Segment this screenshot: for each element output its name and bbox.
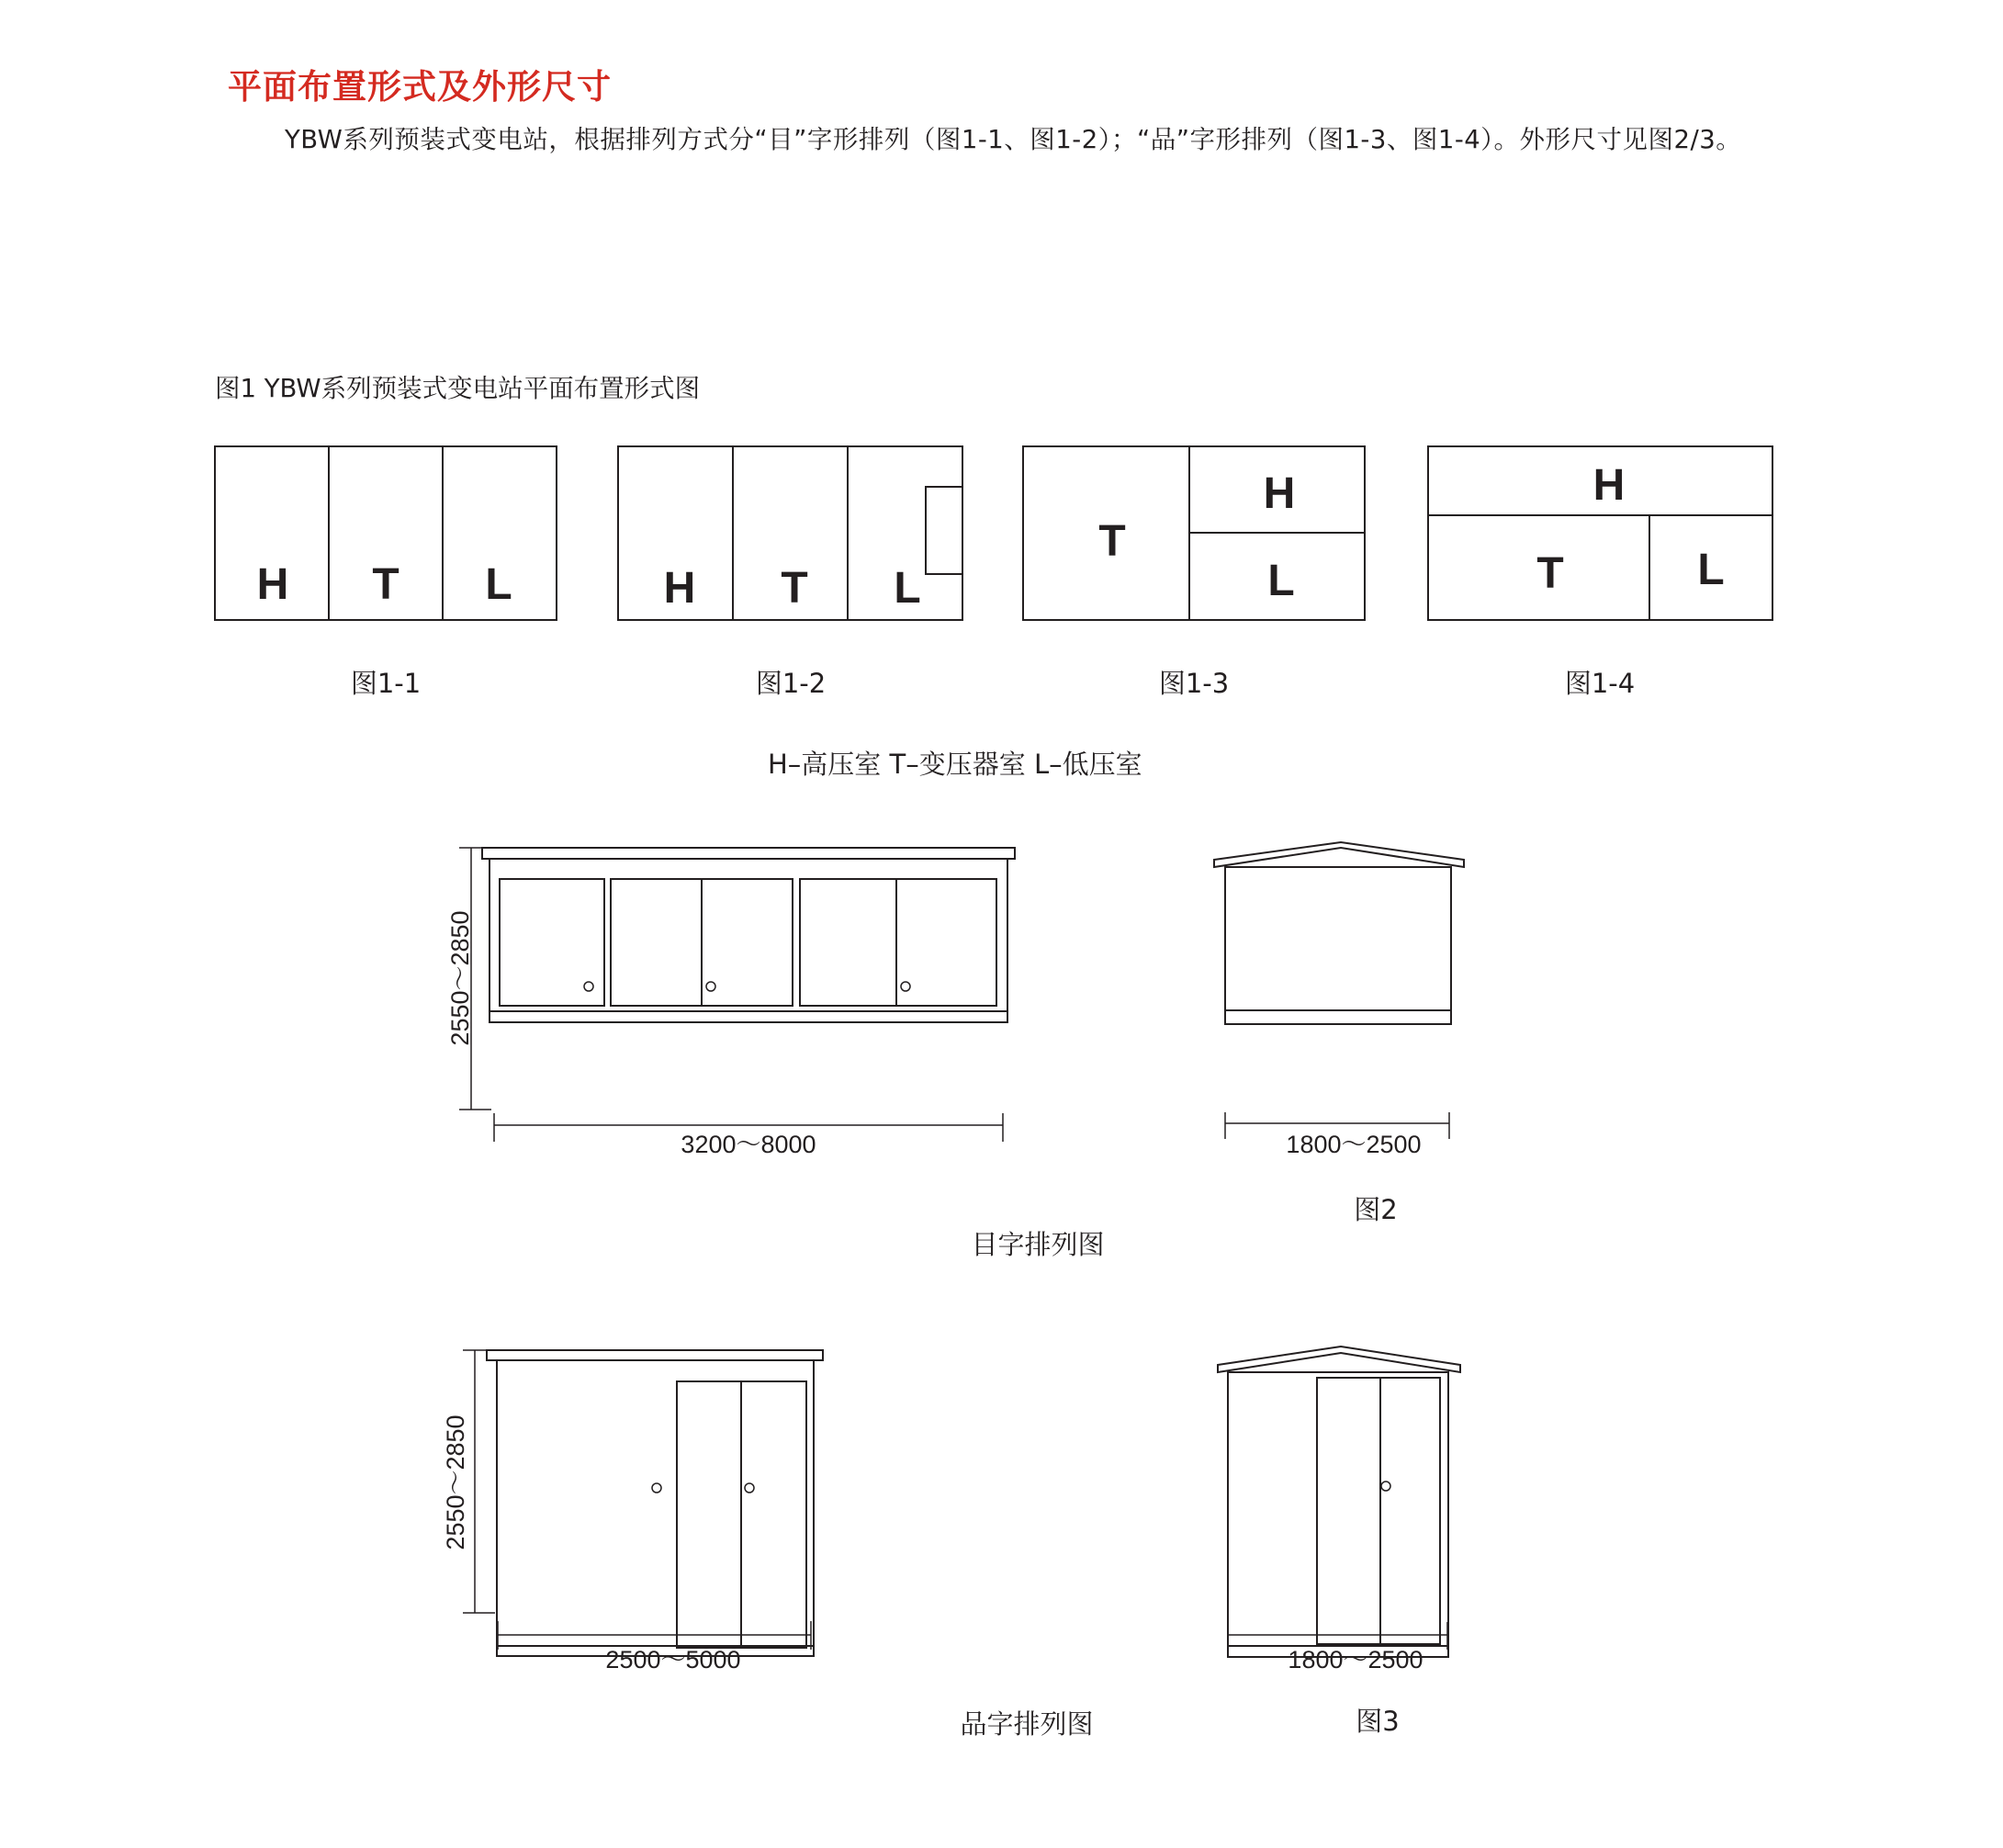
layout-1-4 bbox=[1428, 446, 1772, 620]
figure3-side-elevation bbox=[1218, 1347, 1460, 1673]
layout-1-2-letter-l: L bbox=[894, 564, 921, 613]
layout-diagrams bbox=[0, 0, 2003, 698]
layout-1-1-letter-t: T bbox=[372, 560, 399, 609]
layout-1-3-letter-t: T bbox=[1098, 517, 1126, 566]
layout-1-2-letter-h: H bbox=[663, 564, 696, 613]
figure3-label: 图3 bbox=[1356, 1706, 1400, 1737]
fig2-front-height-dim: 2550～2850 bbox=[446, 910, 474, 1046]
layout-1-1-letter-l: L bbox=[485, 560, 512, 609]
layout-1-4-letter-t: T bbox=[1536, 549, 1564, 598]
figure2-label: 图2 bbox=[1354, 1194, 1398, 1225]
figure2-front-elevation bbox=[446, 848, 1015, 1158]
layout-1-2-letter-t: T bbox=[781, 564, 808, 613]
front-door-1 bbox=[500, 879, 604, 1006]
caption-fig1-3: 图1-3 bbox=[1158, 668, 1230, 699]
figure1-title: 图1 YBW系列预装式变电站平面布置形式图 bbox=[215, 374, 701, 403]
fig3-side-width-dim: 1800～2500 bbox=[1288, 1646, 1423, 1673]
caption-fig1-4: 图1-4 bbox=[1564, 668, 1636, 699]
fig2-side-width-dim: 1800～2500 bbox=[1286, 1131, 1422, 1158]
layout-1-1-letter-h: H bbox=[256, 560, 289, 609]
layout-1-4-letter-l: L bbox=[1697, 546, 1725, 594]
figure3-caption: 品字排列图 bbox=[960, 1708, 1094, 1740]
layout-1-3-letter-h: H bbox=[1263, 469, 1296, 518]
door-handle-icon bbox=[584, 982, 593, 991]
intro-paragraph: YBW系列预装式变电站，根据排列方式分“目”字形排列（图1-1、图1-2）；“品”字形排列（图1-3、图1-4）。外形尺寸见图2/3。 bbox=[285, 125, 1742, 154]
figure3-front-elevation bbox=[442, 1350, 823, 1673]
figure2-caption: 目字排列图 bbox=[971, 1229, 1105, 1260]
fig2-front-width-dim: 3200～8000 bbox=[681, 1131, 816, 1158]
layout-1-4-letter-h: H bbox=[1592, 461, 1626, 510]
room-legend: H–高压室 T–变压器室 L–低压室 bbox=[768, 749, 1142, 780]
fig3-front-height-dim: 2550～2850 bbox=[442, 1414, 469, 1550]
figure2-elevations bbox=[0, 827, 2003, 1268]
layout-1-2 bbox=[618, 446, 962, 620]
section-heading: 平面布置形式及外形尺寸 bbox=[228, 67, 612, 107]
layout-1-3-letter-l: L bbox=[1267, 557, 1295, 605]
layout-1-1 bbox=[215, 446, 557, 620]
figure2-side-elevation bbox=[1214, 842, 1464, 1158]
door-handle-icon bbox=[652, 1483, 661, 1493]
caption-fig1-1: 图1-1 bbox=[350, 668, 422, 699]
fig3-front-width-dim: 2500～5000 bbox=[605, 1646, 741, 1673]
layout-1-3 bbox=[1023, 446, 1365, 620]
caption-fig1-2: 图1-2 bbox=[755, 668, 827, 699]
